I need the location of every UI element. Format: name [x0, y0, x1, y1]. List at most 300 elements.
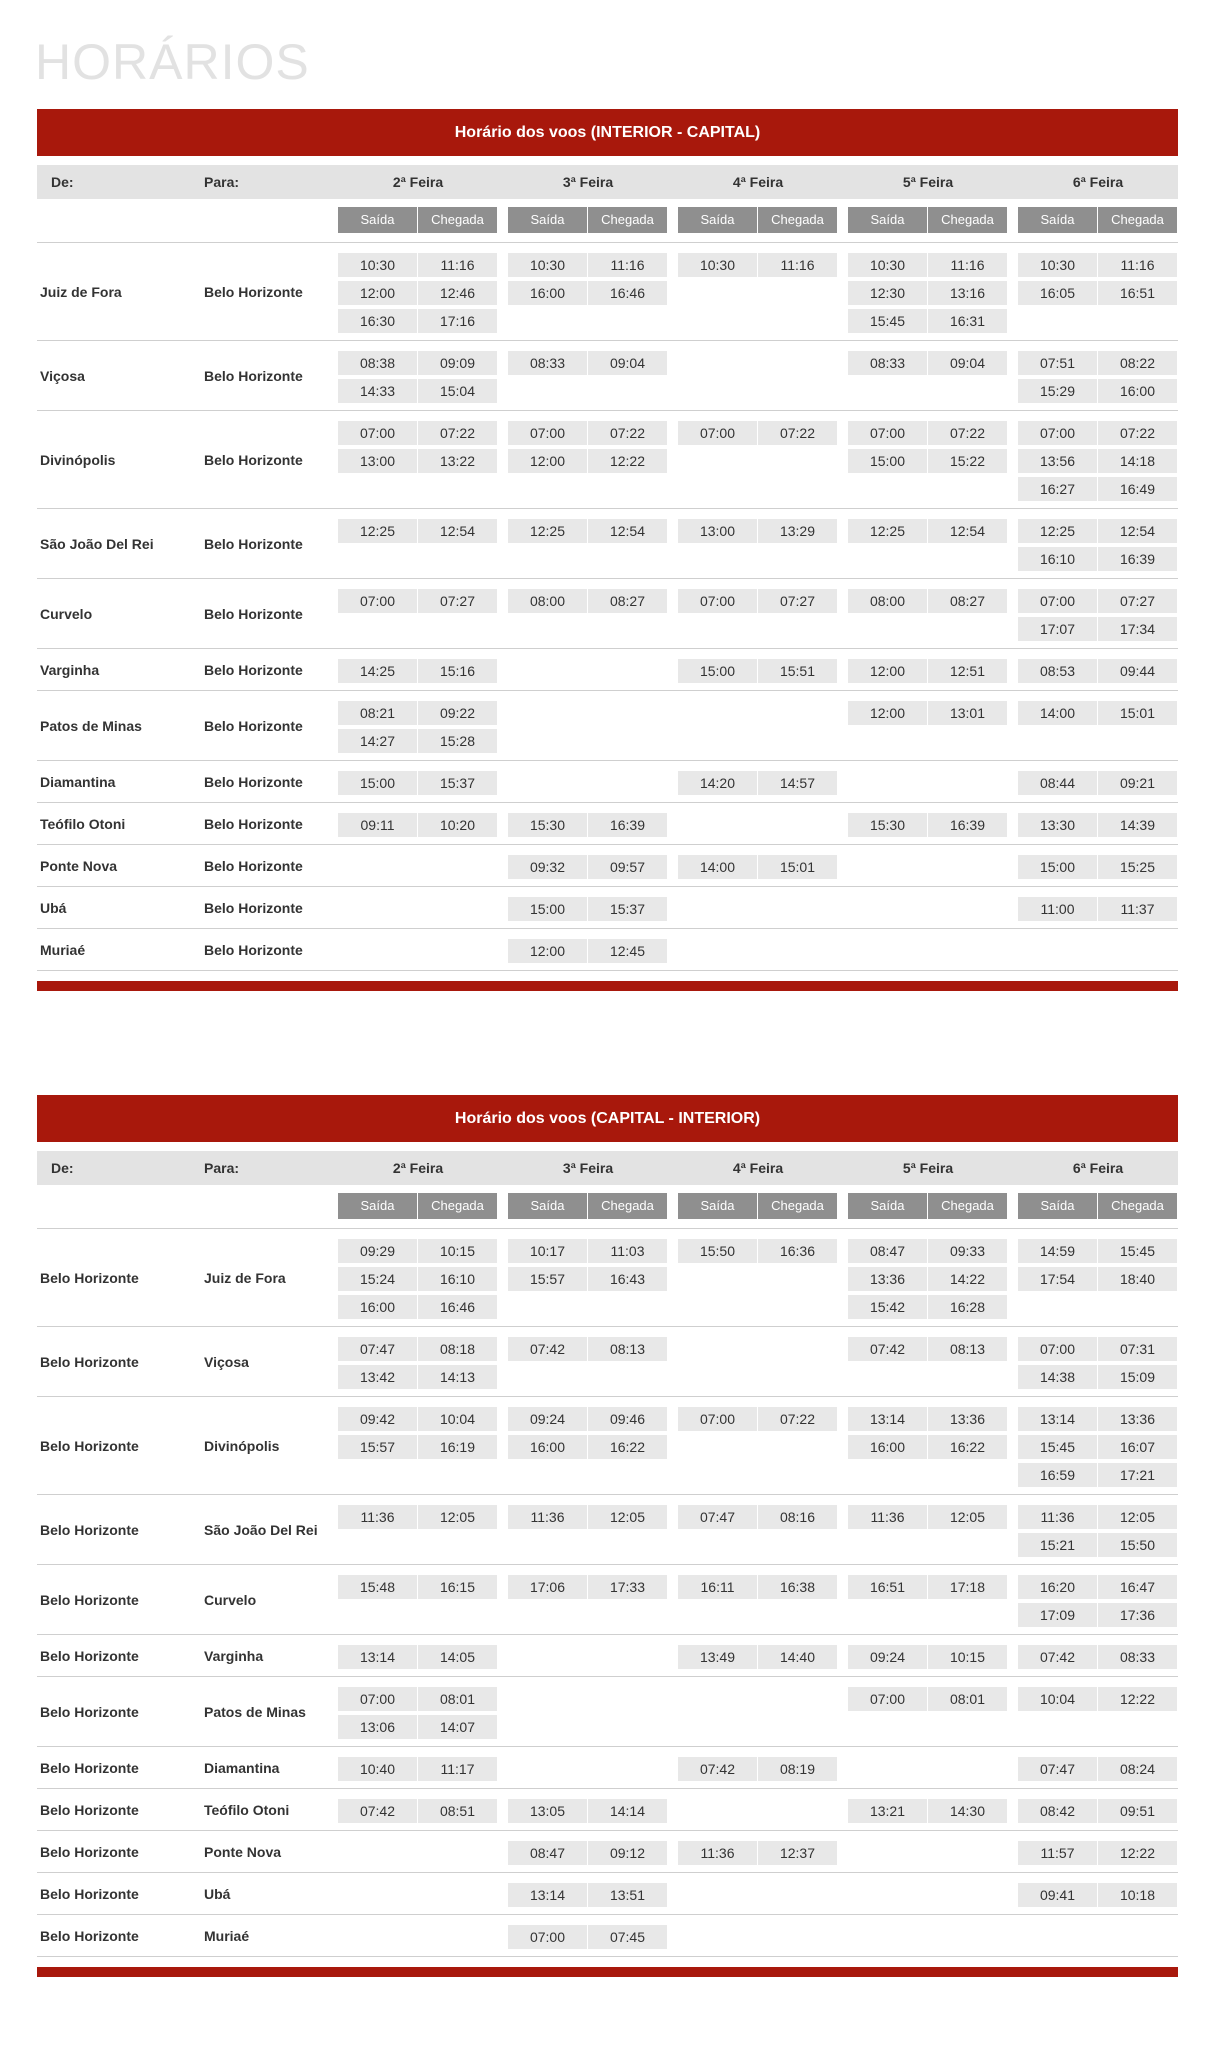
departure-time: 10:30: [848, 253, 927, 277]
departure-time: 13:49: [678, 1645, 757, 1669]
departure-label: Saída: [848, 207, 927, 233]
route-origin: Belo Horizonte: [40, 1270, 139, 1286]
departure-time: 11:00: [1018, 897, 1097, 921]
departure-time: 11:36: [338, 1505, 417, 1529]
header-day: 4ª Feira: [732, 174, 784, 190]
route-destination: Belo Horizonte: [204, 900, 303, 916]
departure-time: 09:42: [338, 1407, 417, 1431]
departure-time: 07:00: [678, 1407, 757, 1431]
arrival-time: 14:14: [588, 1799, 667, 1823]
route-destination: Belo Horizonte: [204, 368, 303, 384]
route-destination: Viçosa: [204, 1354, 249, 1370]
departure-label: Saída: [508, 1193, 587, 1219]
route-origin: Diamantina: [40, 774, 116, 790]
section-footer-bar: [37, 981, 1178, 991]
departure-time: 07:00: [338, 1687, 417, 1711]
departure-time: 13:14: [1018, 1407, 1097, 1431]
arrival-time: 12:22: [588, 449, 667, 473]
arrival-time: 09:46: [588, 1407, 667, 1431]
arrival-time: 09:04: [588, 351, 667, 375]
departure-time: 13:05: [508, 1799, 587, 1823]
route-destination: Belo Horizonte: [204, 774, 303, 790]
departure-time: 15:45: [848, 309, 927, 333]
departure-time: 13:42: [338, 1365, 417, 1389]
route-destination: Belo Horizonte: [204, 662, 303, 678]
departure-time: 12:00: [848, 659, 927, 683]
route-row: [37, 1789, 1178, 1831]
departure-time: 07:00: [678, 421, 757, 445]
arrival-label: Chegada: [418, 1193, 497, 1219]
departure-time: 14:59: [1018, 1239, 1097, 1263]
departure-time: 08:21: [338, 701, 417, 725]
arrival-time: 10:15: [928, 1645, 1007, 1669]
route-row: [37, 649, 1178, 691]
arrival-time: 17:33: [588, 1575, 667, 1599]
arrival-time: 17:18: [928, 1575, 1007, 1599]
route-destination: Belo Horizonte: [204, 942, 303, 958]
arrival-time: 10:04: [418, 1407, 497, 1431]
route-origin: Belo Horizonte: [40, 1592, 139, 1608]
arrival-time: 12:05: [1098, 1505, 1177, 1529]
departure-time: 16:00: [338, 1295, 417, 1319]
arrival-time: 16:39: [588, 813, 667, 837]
arrival-time: 15:25: [1098, 855, 1177, 879]
arrival-time: 13:36: [928, 1407, 1007, 1431]
arrival-time: 16:10: [418, 1267, 497, 1291]
arrival-label: Chegada: [588, 207, 667, 233]
departure-time: 07:00: [1018, 589, 1097, 613]
arrival-time: 15:37: [588, 897, 667, 921]
route-row: [37, 887, 1178, 929]
route-row: [37, 1397, 1178, 1495]
arrival-time: 15:01: [1098, 701, 1177, 725]
arrival-time: 08:19: [758, 1757, 837, 1781]
arrival-time: 17:36: [1098, 1603, 1177, 1627]
route-destination: Patos de Minas: [204, 1704, 306, 1720]
arrival-time: 09:09: [418, 351, 497, 375]
route-row: [37, 845, 1178, 887]
departure-time: 08:33: [508, 351, 587, 375]
route-destination: Belo Horizonte: [204, 452, 303, 468]
header-day: 5ª Feira: [902, 1160, 954, 1176]
arrival-time: 10:18: [1098, 1883, 1177, 1907]
departure-time: 08:38: [338, 351, 417, 375]
arrival-label: Chegada: [1098, 1193, 1177, 1219]
header-day: 2ª Feira: [392, 1160, 444, 1176]
arrival-time: 08:27: [588, 589, 667, 613]
route-row: [37, 509, 1178, 579]
arrival-time: 08:01: [928, 1687, 1007, 1711]
arrival-time: 16:22: [928, 1435, 1007, 1459]
arrival-time: 09:44: [1098, 659, 1177, 683]
departure-time: 16:10: [1018, 547, 1097, 571]
departure-time: 15:00: [848, 449, 927, 473]
arrival-time: 09:04: [928, 351, 1007, 375]
departure-time: 16:00: [848, 1435, 927, 1459]
schedule-section: [37, 109, 1178, 991]
arrival-time: 07:45: [588, 1925, 667, 1949]
arrival-time: 12:37: [758, 1841, 837, 1865]
route-row: [37, 929, 1178, 971]
departure-time: 07:47: [338, 1337, 417, 1361]
route-destination: Curvelo: [204, 1592, 257, 1608]
route-origin: Belo Horizonte: [40, 1704, 139, 1720]
route-row: [37, 341, 1178, 411]
arrival-time: 16:46: [588, 281, 667, 305]
arrival-time: 16:51: [1098, 281, 1177, 305]
departure-time: 09:24: [508, 1407, 587, 1431]
departure-label: Saída: [338, 1193, 417, 1219]
arrival-time: 12:51: [928, 659, 1007, 683]
column-header-row: [37, 165, 1178, 199]
departure-time: 13:56: [1018, 449, 1097, 473]
departure-time: 08:42: [1018, 1799, 1097, 1823]
arrival-time: 13:01: [928, 701, 1007, 725]
departure-time: 14:33: [338, 379, 417, 403]
departure-time: 14:25: [338, 659, 417, 683]
header-to: Para:: [204, 174, 240, 190]
arrival-time: 16:46: [418, 1295, 497, 1319]
arrival-time: 12:45: [588, 939, 667, 963]
arrival-time: 14:22: [928, 1267, 1007, 1291]
departure-time: 14:00: [1018, 701, 1097, 725]
route-row: [37, 1229, 1178, 1327]
arrival-time: 08:16: [758, 1505, 837, 1529]
arrival-time: 12:22: [1098, 1841, 1177, 1865]
arrival-time: 16:43: [588, 1267, 667, 1291]
arrival-time: 11:03: [588, 1239, 667, 1263]
arrival-time: 09:12: [588, 1841, 667, 1865]
header-from: De:: [51, 1160, 74, 1176]
arrival-time: 14:30: [928, 1799, 1007, 1823]
route-destination: Varginha: [204, 1648, 264, 1664]
arrival-time: 15:09: [1098, 1365, 1177, 1389]
departure-time: 10:04: [1018, 1687, 1097, 1711]
route-row: [37, 1873, 1178, 1915]
departure-time: 07:47: [678, 1505, 757, 1529]
departure-time: 17:07: [1018, 617, 1097, 641]
departure-time: 07:00: [678, 589, 757, 613]
column-header-row: [37, 1151, 1178, 1185]
route-origin: Patos de Minas: [40, 718, 142, 734]
header-day: 6ª Feira: [1072, 174, 1124, 190]
header-day: 2ª Feira: [392, 174, 444, 190]
departure-time: 07:42: [338, 1799, 417, 1823]
route-origin: Belo Horizonte: [40, 1844, 139, 1860]
departure-time: 08:00: [848, 589, 927, 613]
arrival-time: 07:22: [758, 421, 837, 445]
route-origin: Viçosa: [40, 368, 85, 384]
departure-time: 13:21: [848, 1799, 927, 1823]
departure-time: 10:40: [338, 1757, 417, 1781]
departure-time: 11:36: [678, 1841, 757, 1865]
departure-time: 11:36: [848, 1505, 927, 1529]
header-from: De:: [51, 174, 74, 190]
departure-time: 13:14: [848, 1407, 927, 1431]
departure-time: 17:06: [508, 1575, 587, 1599]
arrival-time: 13:16: [928, 281, 1007, 305]
departure-time: 16:27: [1018, 477, 1097, 501]
departure-time: 15:30: [508, 813, 587, 837]
arrival-time: 08:24: [1098, 1757, 1177, 1781]
departure-time: 15:45: [1018, 1435, 1097, 1459]
arrival-time: 16:36: [758, 1239, 837, 1263]
departure-time: 15:57: [508, 1267, 587, 1291]
route-destination: Divinópolis: [204, 1438, 280, 1454]
route-destination: Ubá: [204, 1886, 231, 1902]
departure-time: 16:00: [508, 281, 587, 305]
departure-time: 07:00: [508, 1925, 587, 1949]
arrival-time: 07:22: [1098, 421, 1177, 445]
page-title: HORÁRIOS: [35, 34, 310, 90]
arrival-time: 07:27: [758, 589, 837, 613]
departure-time: 16:05: [1018, 281, 1097, 305]
arrival-label: Chegada: [588, 1193, 667, 1219]
arrival-time: 16:39: [928, 813, 1007, 837]
departure-time: 10:30: [338, 253, 417, 277]
route-origin: Divinópolis: [40, 452, 116, 468]
arrival-time: 16:47: [1098, 1575, 1177, 1599]
route-row: [37, 1747, 1178, 1789]
arrival-time: 09:33: [928, 1239, 1007, 1263]
departure-time: 13:36: [848, 1267, 927, 1291]
departure-time: 13:14: [508, 1883, 587, 1907]
arrival-time: 13:22: [418, 449, 497, 473]
departure-time: 17:09: [1018, 1603, 1097, 1627]
arrival-time: 07:27: [1098, 589, 1177, 613]
schedule-banner-title: Horário dos voos (CAPITAL - INTERIOR): [37, 1095, 1178, 1142]
route-origin: Varginha: [40, 662, 100, 678]
route-row: [37, 1677, 1178, 1747]
route-origin: Belo Horizonte: [40, 1928, 139, 1944]
arrival-time: 14:13: [418, 1365, 497, 1389]
arrival-time: 12:54: [418, 519, 497, 543]
departure-time: 15:29: [1018, 379, 1097, 403]
arrival-time: 11:16: [928, 253, 1007, 277]
arrival-time: 17:34: [1098, 617, 1177, 641]
header-to: Para:: [204, 1160, 240, 1176]
arrival-time: 08:18: [418, 1337, 497, 1361]
departure-time: 08:44: [1018, 771, 1097, 795]
departure-time: 08:47: [848, 1239, 927, 1263]
arrival-time: 11:16: [588, 253, 667, 277]
arrival-time: 11:16: [418, 253, 497, 277]
departure-time: 15:21: [1018, 1533, 1097, 1557]
arrival-time: 12:05: [418, 1505, 497, 1529]
departure-time: 15:57: [338, 1435, 417, 1459]
arrival-time: 12:05: [588, 1505, 667, 1529]
arrival-time: 15:45: [1098, 1239, 1177, 1263]
header-day: 3ª Feira: [562, 174, 614, 190]
departure-time: 09:32: [508, 855, 587, 879]
route-destination: Belo Horizonte: [204, 536, 303, 552]
route-origin: Belo Horizonte: [40, 1802, 139, 1818]
departure-time: 07:00: [1018, 421, 1097, 445]
departure-time: 07:00: [848, 1687, 927, 1711]
route-row: [37, 1831, 1178, 1873]
departure-time: 11:57: [1018, 1841, 1097, 1865]
arrival-time: 16:39: [1098, 547, 1177, 571]
arrival-time: 15:51: [758, 659, 837, 683]
route-row: [37, 803, 1178, 845]
departure-time: 07:00: [848, 421, 927, 445]
route-destination: Belo Horizonte: [204, 858, 303, 874]
route-row: [37, 243, 1178, 341]
arrival-time: 14:39: [1098, 813, 1177, 837]
departure-time: 16:20: [1018, 1575, 1097, 1599]
arrival-time: 14:40: [758, 1645, 837, 1669]
arrival-label: Chegada: [418, 207, 497, 233]
route-destination: Ponte Nova: [204, 1844, 282, 1860]
arrival-time: 17:21: [1098, 1463, 1177, 1487]
route-origin: Belo Horizonte: [40, 1648, 139, 1664]
route-destination: Diamantina: [204, 1760, 280, 1776]
departure-time: 15:00: [678, 659, 757, 683]
arrival-time: 07:22: [928, 421, 1007, 445]
arrival-time: 12:54: [1098, 519, 1177, 543]
departure-arrival-header: [37, 1185, 1178, 1229]
arrival-time: 12:05: [928, 1505, 1007, 1529]
route-destination: Juiz de Fora: [204, 1270, 286, 1286]
route-origin: Curvelo: [40, 606, 93, 622]
arrival-time: 16:22: [588, 1435, 667, 1459]
departure-label: Saída: [1018, 1193, 1097, 1219]
route-row: [37, 691, 1178, 761]
arrival-time: 12:54: [588, 519, 667, 543]
departure-time: 08:53: [1018, 659, 1097, 683]
departure-time: 14:38: [1018, 1365, 1097, 1389]
arrival-time: 12:22: [1098, 1687, 1177, 1711]
arrival-time: 16:31: [928, 309, 1007, 333]
departure-time: 07:42: [848, 1337, 927, 1361]
route-row: [37, 1495, 1178, 1565]
arrival-time: 15:37: [418, 771, 497, 795]
departure-label: Saída: [678, 1193, 757, 1219]
departure-time: 13:06: [338, 1715, 417, 1739]
departure-time: 10:30: [508, 253, 587, 277]
arrival-time: 11:16: [758, 253, 837, 277]
departure-label: Saída: [1018, 207, 1097, 233]
arrival-label: Chegada: [758, 207, 837, 233]
route-origin: Belo Horizonte: [40, 1354, 139, 1370]
departure-time: 12:00: [848, 701, 927, 725]
arrival-time: 13:29: [758, 519, 837, 543]
departure-time: 13:00: [338, 449, 417, 473]
arrival-time: 08:27: [928, 589, 1007, 613]
arrival-time: 12:54: [928, 519, 1007, 543]
departure-time: 15:00: [338, 771, 417, 795]
departure-time: 12:30: [848, 281, 927, 305]
arrival-time: 16:00: [1098, 379, 1177, 403]
departure-time: 08:33: [848, 351, 927, 375]
departure-time: 16:30: [338, 309, 417, 333]
route-origin: Teófilo Otoni: [40, 816, 126, 832]
departure-time: 07:00: [338, 589, 417, 613]
route-destination: Muriaé: [204, 1928, 250, 1944]
route-destination: Teófilo Otoni: [204, 1802, 290, 1818]
route-origin: Muriaé: [40, 942, 86, 958]
arrival-time: 14:07: [418, 1715, 497, 1739]
departure-time: 12:25: [508, 519, 587, 543]
departure-time: 08:47: [508, 1841, 587, 1865]
departure-time: 11:36: [508, 1505, 587, 1529]
arrival-label: Chegada: [758, 1193, 837, 1219]
departure-time: 12:00: [508, 939, 587, 963]
arrival-time: 15:50: [1098, 1533, 1177, 1557]
departure-time: 15:24: [338, 1267, 417, 1291]
route-destination: Belo Horizonte: [204, 816, 303, 832]
header-day: 4ª Feira: [732, 1160, 784, 1176]
arrival-time: 09:22: [418, 701, 497, 725]
arrival-label: Chegada: [928, 1193, 1007, 1219]
arrival-time: 07:31: [1098, 1337, 1177, 1361]
route-row: [37, 1565, 1178, 1635]
departure-time: 15:30: [848, 813, 927, 837]
arrival-time: 17:16: [418, 309, 497, 333]
arrival-time: 07:22: [758, 1407, 837, 1431]
departure-time: 09:41: [1018, 1883, 1097, 1907]
arrival-time: 13:36: [1098, 1407, 1177, 1431]
schedule-section: [37, 1095, 1178, 1977]
arrival-time: 09:57: [588, 855, 667, 879]
arrival-time: 08:33: [1098, 1645, 1177, 1669]
departure-time: 12:00: [338, 281, 417, 305]
departure-time: 14:00: [678, 855, 757, 879]
departure-time: 16:59: [1018, 1463, 1097, 1487]
arrival-time: 16:07: [1098, 1435, 1177, 1459]
arrival-time: 07:22: [418, 421, 497, 445]
departure-time: 11:36: [1018, 1505, 1097, 1529]
route-origin: Juiz de Fora: [40, 284, 122, 300]
arrival-time: 08:01: [418, 1687, 497, 1711]
arrival-time: 16:19: [418, 1435, 497, 1459]
arrival-time: 16:49: [1098, 477, 1177, 501]
arrival-time: 09:21: [1098, 771, 1177, 795]
arrival-time: 16:15: [418, 1575, 497, 1599]
departure-time: 17:54: [1018, 1267, 1097, 1291]
arrival-time: 07:22: [588, 421, 667, 445]
departure-time: 15:42: [848, 1295, 927, 1319]
departure-label: Saída: [338, 207, 417, 233]
route-row: [37, 1915, 1178, 1957]
departure-time: 13:14: [338, 1645, 417, 1669]
arrival-time: 15:28: [418, 729, 497, 753]
arrival-time: 14:57: [758, 771, 837, 795]
route-origin: Belo Horizonte: [40, 1522, 139, 1538]
departure-time: 12:25: [1018, 519, 1097, 543]
arrival-time: 11:16: [1098, 253, 1177, 277]
route-origin: Ubá: [40, 900, 67, 916]
departure-time: 07:51: [1018, 351, 1097, 375]
route-destination: Belo Horizonte: [204, 606, 303, 622]
arrival-time: 14:05: [418, 1645, 497, 1669]
departure-time: 14:20: [678, 771, 757, 795]
arrival-time: 16:38: [758, 1575, 837, 1599]
arrival-time: 10:15: [418, 1239, 497, 1263]
departure-time: 12:00: [508, 449, 587, 473]
departure-time: 13:30: [1018, 813, 1097, 837]
route-destination: São João Del Rei: [204, 1522, 318, 1538]
route-destination: Belo Horizonte: [204, 284, 303, 300]
departure-arrival-header: [37, 199, 1178, 243]
header-day: 5ª Feira: [902, 174, 954, 190]
departure-time: 15:00: [1018, 855, 1097, 879]
route-origin: Belo Horizonte: [40, 1438, 139, 1454]
departure-time: 16:11: [678, 1575, 757, 1599]
arrival-time: 07:27: [418, 589, 497, 613]
schedule-banner-title: Horário dos voos (INTERIOR - CAPITAL): [37, 109, 1178, 156]
arrival-time: 09:51: [1098, 1799, 1177, 1823]
